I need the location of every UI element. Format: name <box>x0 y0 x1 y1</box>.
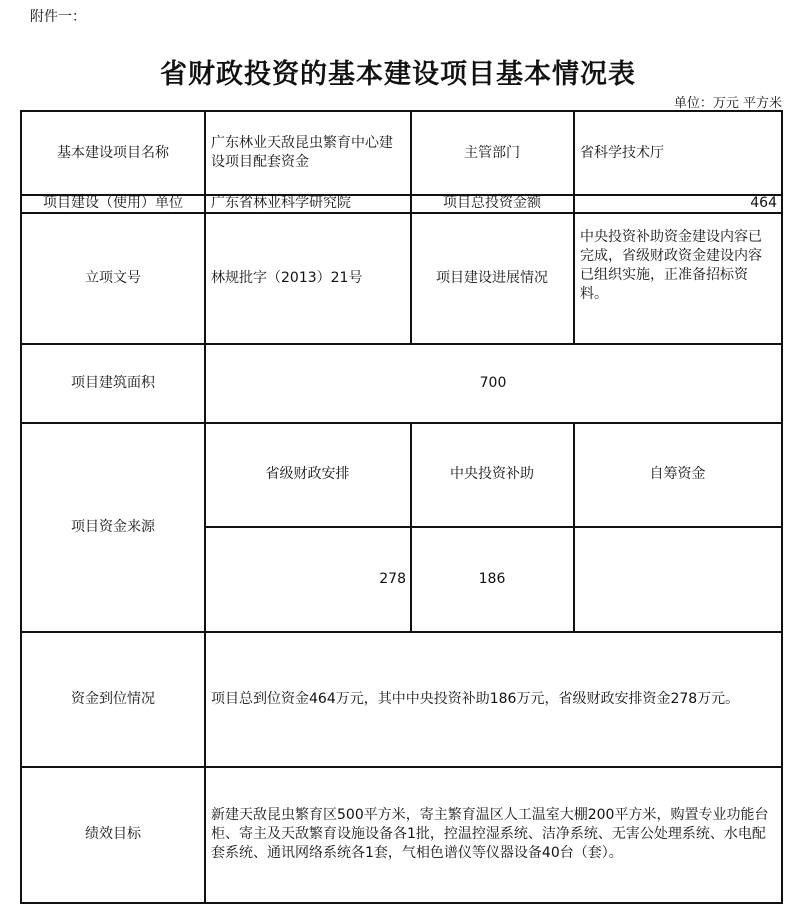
funding-label: 项目资金来源 <box>71 518 155 535</box>
area-label: 项目建筑面积 <box>71 374 155 391</box>
approval-doc-label: 立项文号 <box>85 269 141 286</box>
performance-value: 新建天敌昆虫繁育区500平方米，寄主繁育温区人工温室大棚200平方米，购置专业功能台柜、寄主及天敌繁育设施设备各1批，控温控湿系统、洁净系统、无害公处理系统、水电配套系统、通讯网络系统各1套，气相色谱仪等仪器设备40台（套）。 <box>211 807 769 861</box>
project-name-value: 广东林业天敌昆虫繁育中心建设项目配套资金 <box>211 135 393 170</box>
funding-value-provincial: 278 <box>379 570 406 587</box>
performance-label: 绩效目标 <box>85 826 141 842</box>
total-investment-label: 项目总投资金额 <box>443 194 541 211</box>
funding-value-self <box>574 527 781 631</box>
funding-col-provincial: 省级财政安排 <box>265 466 350 482</box>
arrival-value: 项目总到位资金464万元，其中中央投资补助186万元，省级财政安排资金278万元。 <box>211 690 740 707</box>
unit-owner-value: 广东省林业科学研究院 <box>211 194 351 211</box>
unit-owner-label: 项目建设（使用）单位 <box>43 194 183 211</box>
page-title: 省财政投资的基本建设项目基本情况表 <box>160 59 636 90</box>
info-table <box>20 110 783 904</box>
funding-col-self: 自筹资金 <box>649 466 706 482</box>
approval-doc-value: 林规批字（2013）21号 <box>211 269 363 286</box>
department-label: 主管部门 <box>464 144 520 161</box>
attachment-label: 附件一： <box>30 9 86 25</box>
progress-label: 项目建设进展情况 <box>436 269 548 286</box>
funding-value-central: 186 <box>478 570 506 587</box>
funding-col-central: 中央投资补助 <box>450 466 534 482</box>
total-investment-value: 464 <box>750 194 777 211</box>
project-name-label: 基本建设项目名称 <box>57 144 169 161</box>
arrival-label: 资金到位情况 <box>71 690 155 707</box>
department-value: 省科学技术厅 <box>580 144 664 161</box>
area-value: 700 <box>479 374 507 391</box>
progress-value: 中央投资补助资金建设内容已完成，省级财政资金建设内容已组织实施，正准备招标资料。 <box>580 229 762 302</box>
unit-note: 单位：万元 平方米 <box>673 96 782 111</box>
